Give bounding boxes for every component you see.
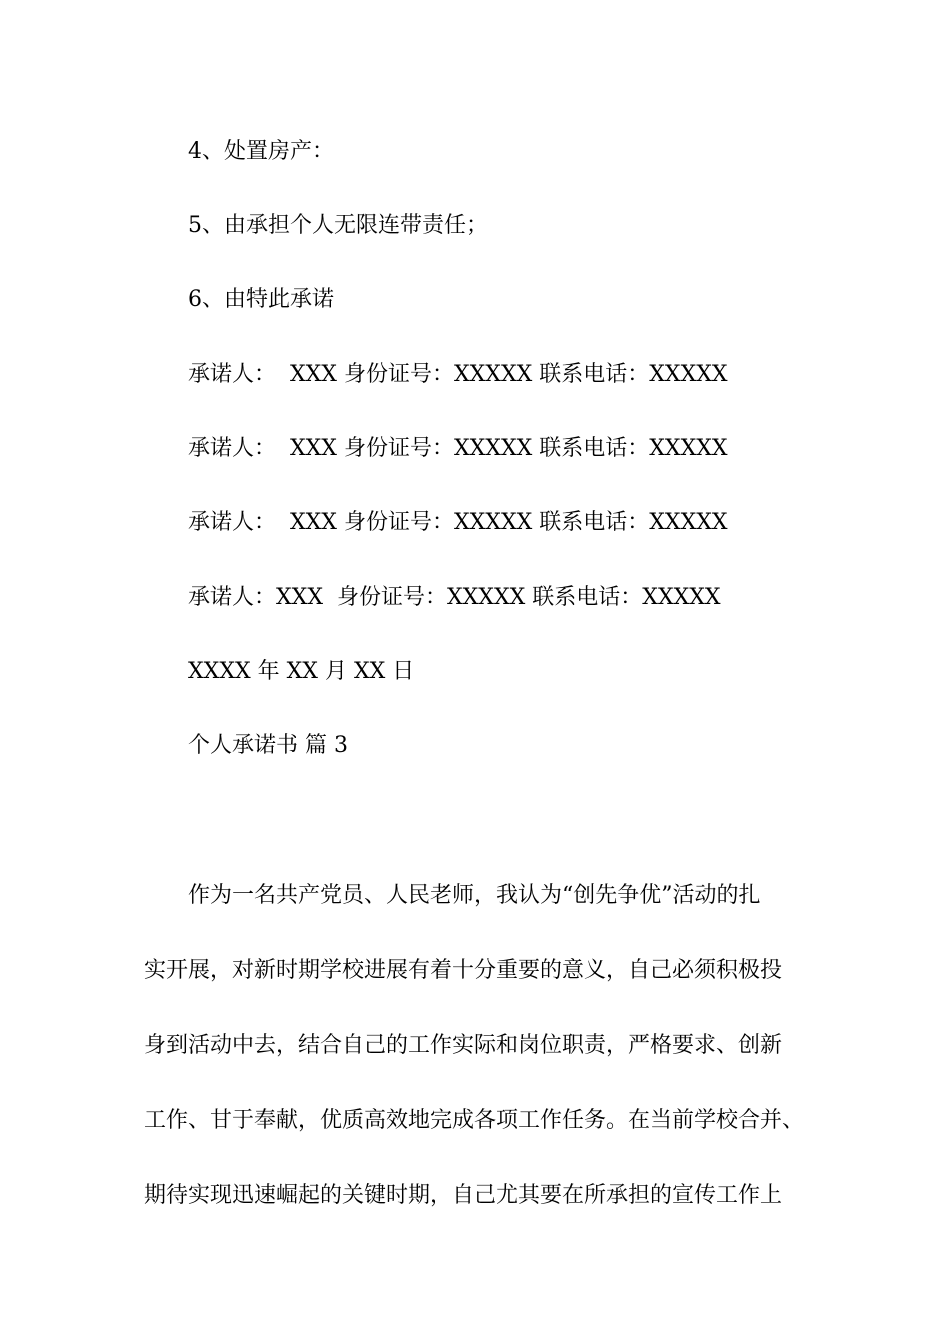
list-item-4: 4、处置房产： xyxy=(188,139,334,164)
paragraph-line-5: 期待实现迅速崛起的关键时期，自己尤其要在所承担的宣传工作上 xyxy=(144,1183,783,1208)
date-line: XXXX 年 XX 月 XX 日 xyxy=(188,659,415,684)
paragraph-line-4: 工作、甘于奉献，优质高效地完成各项工作任务。在当前学校合并、 xyxy=(144,1108,805,1133)
paragraph-line-3: 身到活动中去，结合自己的工作实际和岗位职责，严格要求、创新 xyxy=(144,1033,783,1058)
list-item-5: 5、由承担个人无限连带责任； xyxy=(188,213,488,238)
signature-line-4: 承诺人：XXX 身份证号：XXXXX 联系电话：XXXXX xyxy=(188,585,721,610)
signature-line-2: 承诺人： XXX 身份证号：XXXXX 联系电话：XXXXX xyxy=(188,436,728,461)
paragraph-line-1: 作为一名共产党员、人民老师，我认为“创先争优”活动的扎 xyxy=(188,883,761,908)
section-title: 个人承诺书 篇 3 xyxy=(188,733,348,758)
paragraph-line-2: 实开展，对新时期学校进展有着十分重要的意义，自己必须积极投 xyxy=(144,958,783,983)
list-item-6: 6、由特此承诺 xyxy=(188,287,334,312)
signature-line-1: 承诺人： XXX 身份证号：XXXXX 联系电话：XXXXX xyxy=(188,362,728,387)
signature-line-3: 承诺人： XXX 身份证号：XXXXX 联系电话：XXXXX xyxy=(188,510,728,535)
